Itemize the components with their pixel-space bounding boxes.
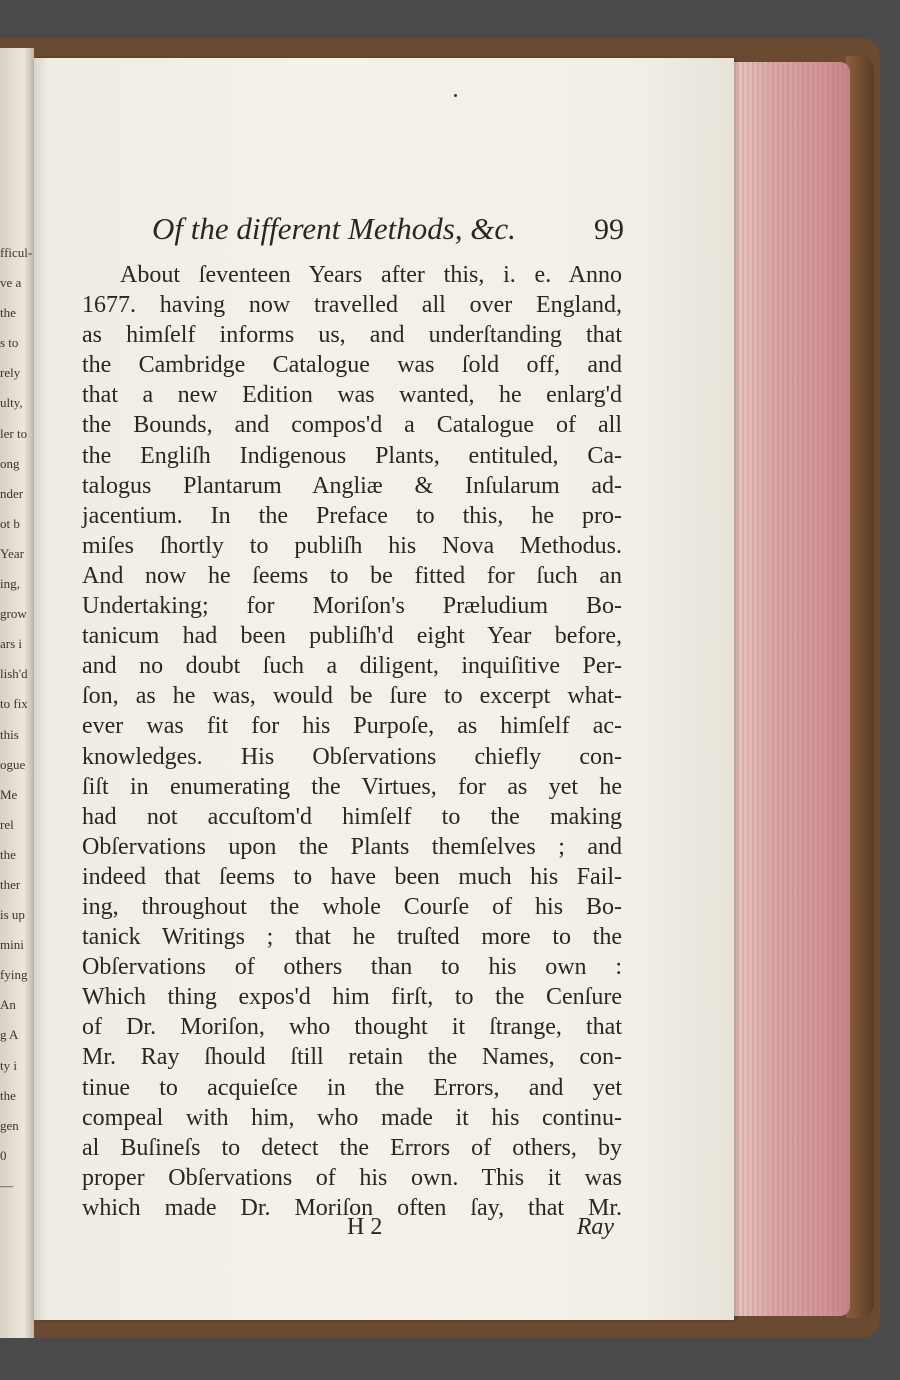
page-stack-edge [722, 62, 850, 1316]
text-line: as himſelf informs us, and underſtanding that [82, 322, 622, 349]
text-line: the Engliſh Indigenous Plants, entituled, Ca- [82, 442, 622, 469]
text-line: tinue to acquieſce in the Errors, and yet [82, 1074, 622, 1101]
text-line: which made Dr. Moriſon often ſay, that Mr. [82, 1194, 622, 1221]
text-line: ſon, as he was, would be ſure to excerpt what- [82, 683, 622, 710]
text-line: of Dr. Moriſon, who thought it ſtrange, that [82, 1014, 622, 1041]
text-line: Undertaking; for Moriſon's Præludium Bo- [82, 593, 622, 620]
previous-page-fragment: ler to [0, 425, 28, 441]
text-line: had not accuſtom'd himſelf to the making [82, 803, 622, 830]
page-footer [82, 1214, 622, 1244]
previous-page-fragment: 0 [0, 1147, 7, 1163]
previous-page-fragment: ty i [0, 1057, 17, 1073]
text-line: knowledges. His Obſervations chiefly con- [82, 743, 622, 770]
previous-page-fragment: ogue [0, 756, 26, 772]
previous-page-fragment: mini [0, 937, 24, 953]
text-line: Obſervations upon the Plants themſelves ; and [82, 833, 622, 860]
text-line: Which thing expos'd him firſt, to the Cenſure [82, 984, 622, 1011]
page-speck [454, 94, 457, 97]
signature-mark: H 2 [347, 1214, 383, 1240]
previous-page-fragment: is up [0, 907, 25, 923]
previous-page-fragment: ther [0, 876, 21, 892]
previous-page-fragment: fying [0, 967, 28, 983]
text-line: And now he ſeems to be fitted for ſuch an [82, 562, 622, 589]
previous-page-fragment: rel [0, 816, 14, 832]
previous-page-fragment: gen [0, 1117, 19, 1133]
text-line: al Buſineſs to detect the Errors of others, by [82, 1134, 622, 1161]
text-line: tanick Writings ; that he truſted more to the [82, 924, 622, 951]
previous-page-fragment: ulty, [0, 395, 23, 411]
running-head [152, 211, 624, 247]
text-line: the Cambridge Catalogue was ſold off, and [82, 352, 622, 379]
previous-page-fragment: — [0, 1177, 13, 1193]
previous-page-fragment: nder [0, 485, 24, 501]
previous-page-fragment: An [0, 997, 16, 1013]
text-line: 1677. having now travelled all over England, [82, 292, 622, 319]
text-line: ever was fit for his Purpoſe, as himſelf ac- [82, 713, 622, 740]
previous-page-fragment: the [0, 1087, 16, 1103]
previous-page-fragment: s to [0, 335, 19, 351]
text-line: that a new Edition was wanted, he enlarg'd [82, 382, 622, 409]
text-line: compeal with him, who made it his continu- [82, 1104, 622, 1131]
previous-page-fragment: fficul- [0, 245, 33, 260]
running-head-title: Of the different Methods, &c. [152, 211, 516, 246]
text-line: jacentium. In the Preface to this, he pro- [82, 502, 622, 529]
book-cover-edge [846, 56, 874, 1318]
text-line: talogus Plantarum Angliæ & Inſularum ad- [82, 472, 622, 499]
text-line: About ſeventeen Years after this, i. e. Anno [120, 262, 622, 288]
book-page [34, 58, 734, 1320]
previous-page-fragment: ing, [0, 576, 20, 592]
previous-page-fragment: g A [0, 1027, 19, 1043]
text-line: the Bounds, and compos'd a Catalogue of all [82, 412, 622, 439]
page-body-text [82, 260, 622, 1223]
previous-page-fragment: ve a [0, 275, 22, 291]
previous-page-fragment: this [0, 726, 19, 742]
text-line: Obſervations of others than to his own : [82, 954, 622, 981]
text-line: proper Obſervations of his own. This it was [82, 1164, 622, 1191]
previous-page-fragment: to fix [0, 696, 28, 712]
text-line: ſiſt in enumerating the Virtues, for as yet he [82, 773, 622, 800]
previous-page-text [0, 238, 34, 1201]
previous-page-fragment: the [0, 846, 16, 862]
catchword: Ray [576, 1214, 614, 1240]
text-line: indeed that ſeems to have been much his Fail- [82, 863, 622, 890]
page-number: 99 [594, 213, 624, 246]
previous-page-edge [0, 48, 34, 1338]
previous-page-fragment: Year [0, 545, 24, 561]
previous-page-fragment: ong [0, 455, 20, 471]
text-line: tanicum had been publiſh'd eight Year before, [82, 623, 622, 650]
text-line: Mr. Ray ſhould ſtill retain the Names, con- [82, 1044, 622, 1071]
previous-page-fragment: the [0, 305, 16, 321]
previous-page-fragment: Me [0, 786, 18, 802]
text-line: ing, throughout the whole Courſe of his Bo- [82, 893, 622, 920]
previous-page-fragment: ot b [0, 515, 20, 531]
previous-page-fragment: rely [0, 365, 21, 381]
text-line: and no doubt ſuch a diligent, inquiſitive Per- [82, 653, 622, 680]
text-line: miſes ſhortly to publiſh his Nova Methodus. [82, 532, 622, 559]
previous-page-fragment: ars i [0, 636, 23, 652]
previous-page-fragment: grow [0, 606, 27, 622]
previous-page-fragment: lish'd [0, 666, 28, 682]
